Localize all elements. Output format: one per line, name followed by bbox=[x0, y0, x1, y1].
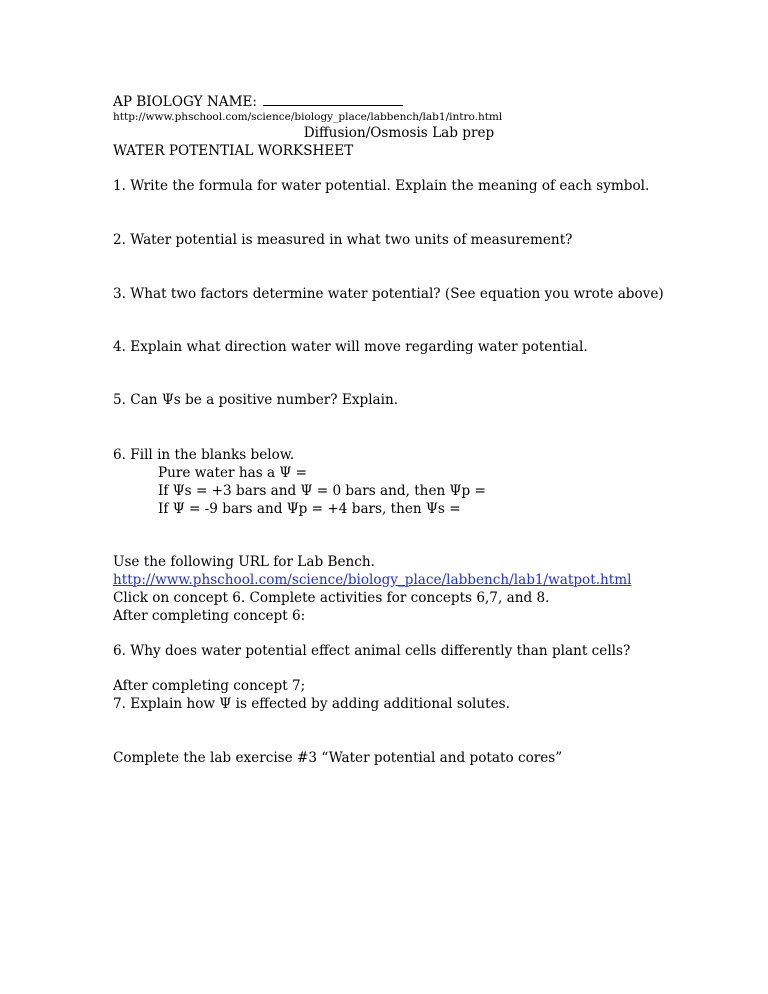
final-instruction: Complete the lab exercise #3 “Water potential and potato cores” bbox=[113, 750, 563, 766]
title-label: AP BIOLOGY NAME: bbox=[113, 94, 258, 110]
question-1: 1. Write the formula for water potential. Explain the meaning of each symbol. bbox=[113, 178, 650, 194]
subtitle: Diffusion/Osmosis Lab prep bbox=[303, 125, 495, 141]
question-3: 3. What two factors determine water potential? (See equation you wrote above) bbox=[113, 286, 664, 302]
question-5: 5. Can Ψs be a positive number? Explain. bbox=[113, 392, 399, 408]
after-concept-6: After completing concept 6: bbox=[113, 608, 306, 624]
question-7: 7. Explain how Ψ is effected by adding additional solutes. bbox=[113, 696, 510, 712]
blank-line-1: Pure water has a Ψ = bbox=[158, 465, 308, 481]
lab-bench-link-line bbox=[113, 571, 631, 589]
lab-bench-instructions: Click on concept 6. Complete activities for concepts 6,7, and 8. bbox=[113, 590, 550, 606]
question-6b: 6. Why does water potential effect animal cells differently than plant cells? bbox=[113, 643, 631, 659]
lab-bench-intro: Use the following URL for Lab Bench. bbox=[113, 554, 375, 570]
blank-line-3: If Ψ = -9 bars and Ψp = +4 bars, then Ψs = bbox=[158, 501, 461, 517]
blank-line-2: If Ψs = +3 bars and Ψ = 0 bars and, then Ψp = bbox=[158, 483, 486, 499]
question-4: 4. Explain what direction water will move regarding water potential. bbox=[113, 339, 588, 355]
lab-bench-link[interactable]: http://www.phschool.com/science/biology_place/labbench/lab1/watpot.html bbox=[113, 572, 632, 588]
name-line bbox=[113, 93, 403, 111]
question-6: 6. Fill in the blanks below. bbox=[113, 447, 295, 463]
after-concept-7: After completing concept 7; bbox=[113, 678, 306, 694]
name-blank[interactable] bbox=[263, 93, 403, 106]
worksheet-title: WATER POTENTIAL WORKSHEET bbox=[113, 143, 354, 159]
question-2: 2. Water potential is measured in what two units of measurement? bbox=[113, 232, 573, 248]
source-url: http://www.phschool.com/science/biology_place/labbench/lab1/intro.html bbox=[113, 111, 503, 123]
